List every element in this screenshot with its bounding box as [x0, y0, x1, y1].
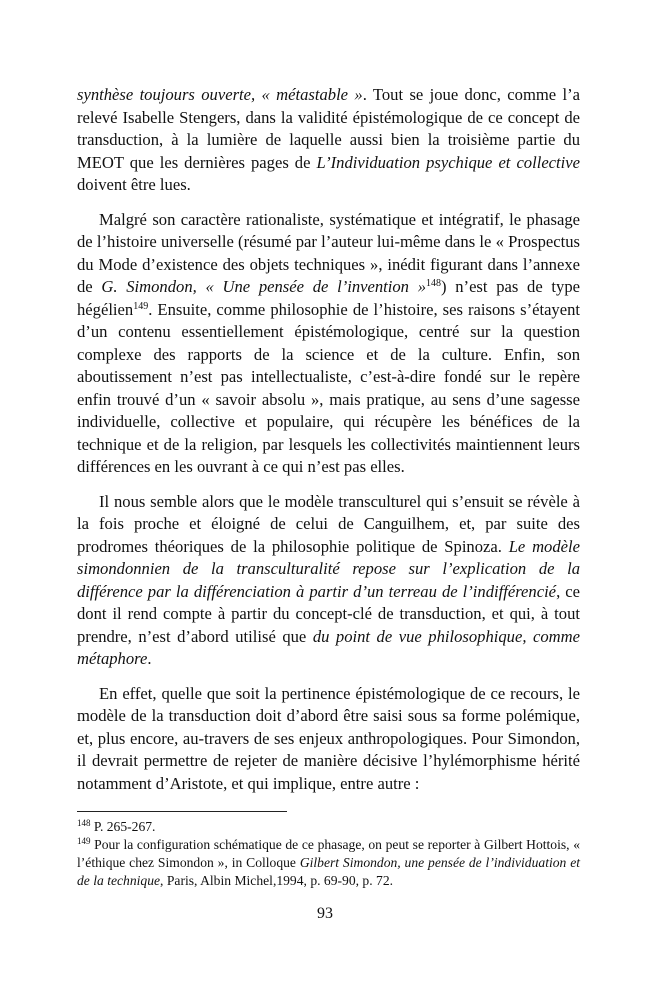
paragraph-4 — [77, 683, 580, 796]
page-body — [77, 84, 580, 795]
paragraph-2 — [77, 209, 580, 479]
footnotes — [77, 811, 580, 890]
footnote-148 — [77, 818, 580, 836]
footnote-rule — [77, 811, 287, 812]
body-text — [77, 84, 580, 795]
text-run: , ce dont il rend compte à partir du concept-clé de transduction, et qui, à tout prendre, n’est d’abord utilisé que — [77, 581, 581, 646]
footnote-reference: 149 — [77, 836, 91, 846]
paragraph-1 — [77, 84, 580, 197]
footnote-149 — [77, 836, 580, 890]
text-run: . Ensuite, comme philosophie de l’histoire, ses raisons s’étayent d’un contenu essentiellement épistémologique, centré sur la question complexe des rapports de la science et de la culture. Enfin, son aboutissement n’est pas intellectualiste, c’est-à-dire fondé sur le repère enfin trouvé d’un « savoir absolu », mais pratique, au sens d’une sagesse individuelle, collective et populaire, qui récupère les bénéfices de la technique et de la religion, par lesquels les collectivités maintiennent leurs différences en les ouvrant à ce qui n’est pas elles. — [77, 299, 580, 476]
italic-text: L’Individuation psychique et collective — [316, 152, 581, 172]
italic-text: Gilbert Simondon, une pensée de l’individuation et de la technique — [77, 855, 580, 888]
text-run: , Paris, Albin Michel,1994, p. 69-90, p. 72. — [160, 873, 394, 888]
text-run: Pour la configuration schématique de ce phasage, on peut se reporter à Gilbert Hottois, « l’éthique chez Simondon », in Colloque — [77, 837, 580, 870]
text-run: Malgré son caractère rationaliste, systématique et intégratif, le phasage de l’histoire universelle (résumé par l’auteur lui-même dans le « Prospectus du Mode d’existence des objets techniques », inédit figurant dans l’annexe de — [77, 209, 580, 296]
text-run: . Tout se joue donc, comme l’a relevé Isabelle Stengers, dans la validité épistémologique de ce concept de transduction, à la lumière de laquelle aussi bien la troisième partie du MEOT que les dernières pages de — [77, 85, 580, 172]
text-run: P. 265-267. — [90, 819, 156, 834]
text-run: ) n’est pas de type hégélien — [77, 277, 580, 319]
footnote-reference: 149 — [133, 300, 149, 312]
italic-text: synthèse toujours ouverte, « métastable » — [77, 85, 363, 104]
footnote-reference: 148 — [426, 278, 441, 289]
text-run: . — [147, 649, 152, 668]
footnote-reference: 148 — [77, 818, 91, 828]
italic-text: G. Simondon, « Une pensée de l’invention » — [101, 277, 426, 296]
italic-text: du point de vue philosophique, comme métaphore — [77, 626, 580, 668]
page-number: 93 — [317, 905, 333, 922]
text-run: doivent être lues. — [77, 175, 191, 194]
paragraph-3 — [77, 491, 580, 671]
text-run: En effet, quelle que soit la pertinence épistémologique de ce recours, le modèle de la transduction doit d’abord être saisi sous sa forme polémique, et, plus encore, au-travers de ses enjeux anthropologiques. Pour Simondon, il devrait permettre de rejeter de manière décisive l’hylémorphisme hérité notamment d’Aristote, et qui implique, entre autre : — [77, 683, 580, 793]
italic-text: Le modèle simondonnien de la transculturalité repose sur l’explication de la différence par la différenciation à partir d’un terreau de l’indifférencié — [77, 536, 580, 601]
text-run: Il nous semble alors que le modèle transculturel qui s’ensuit se révèle à la fois proche et éloigné de celui de Canguilhem, et, par suite des prodromes théoriques de la philosophie politique de Spinoza. — [77, 491, 580, 556]
